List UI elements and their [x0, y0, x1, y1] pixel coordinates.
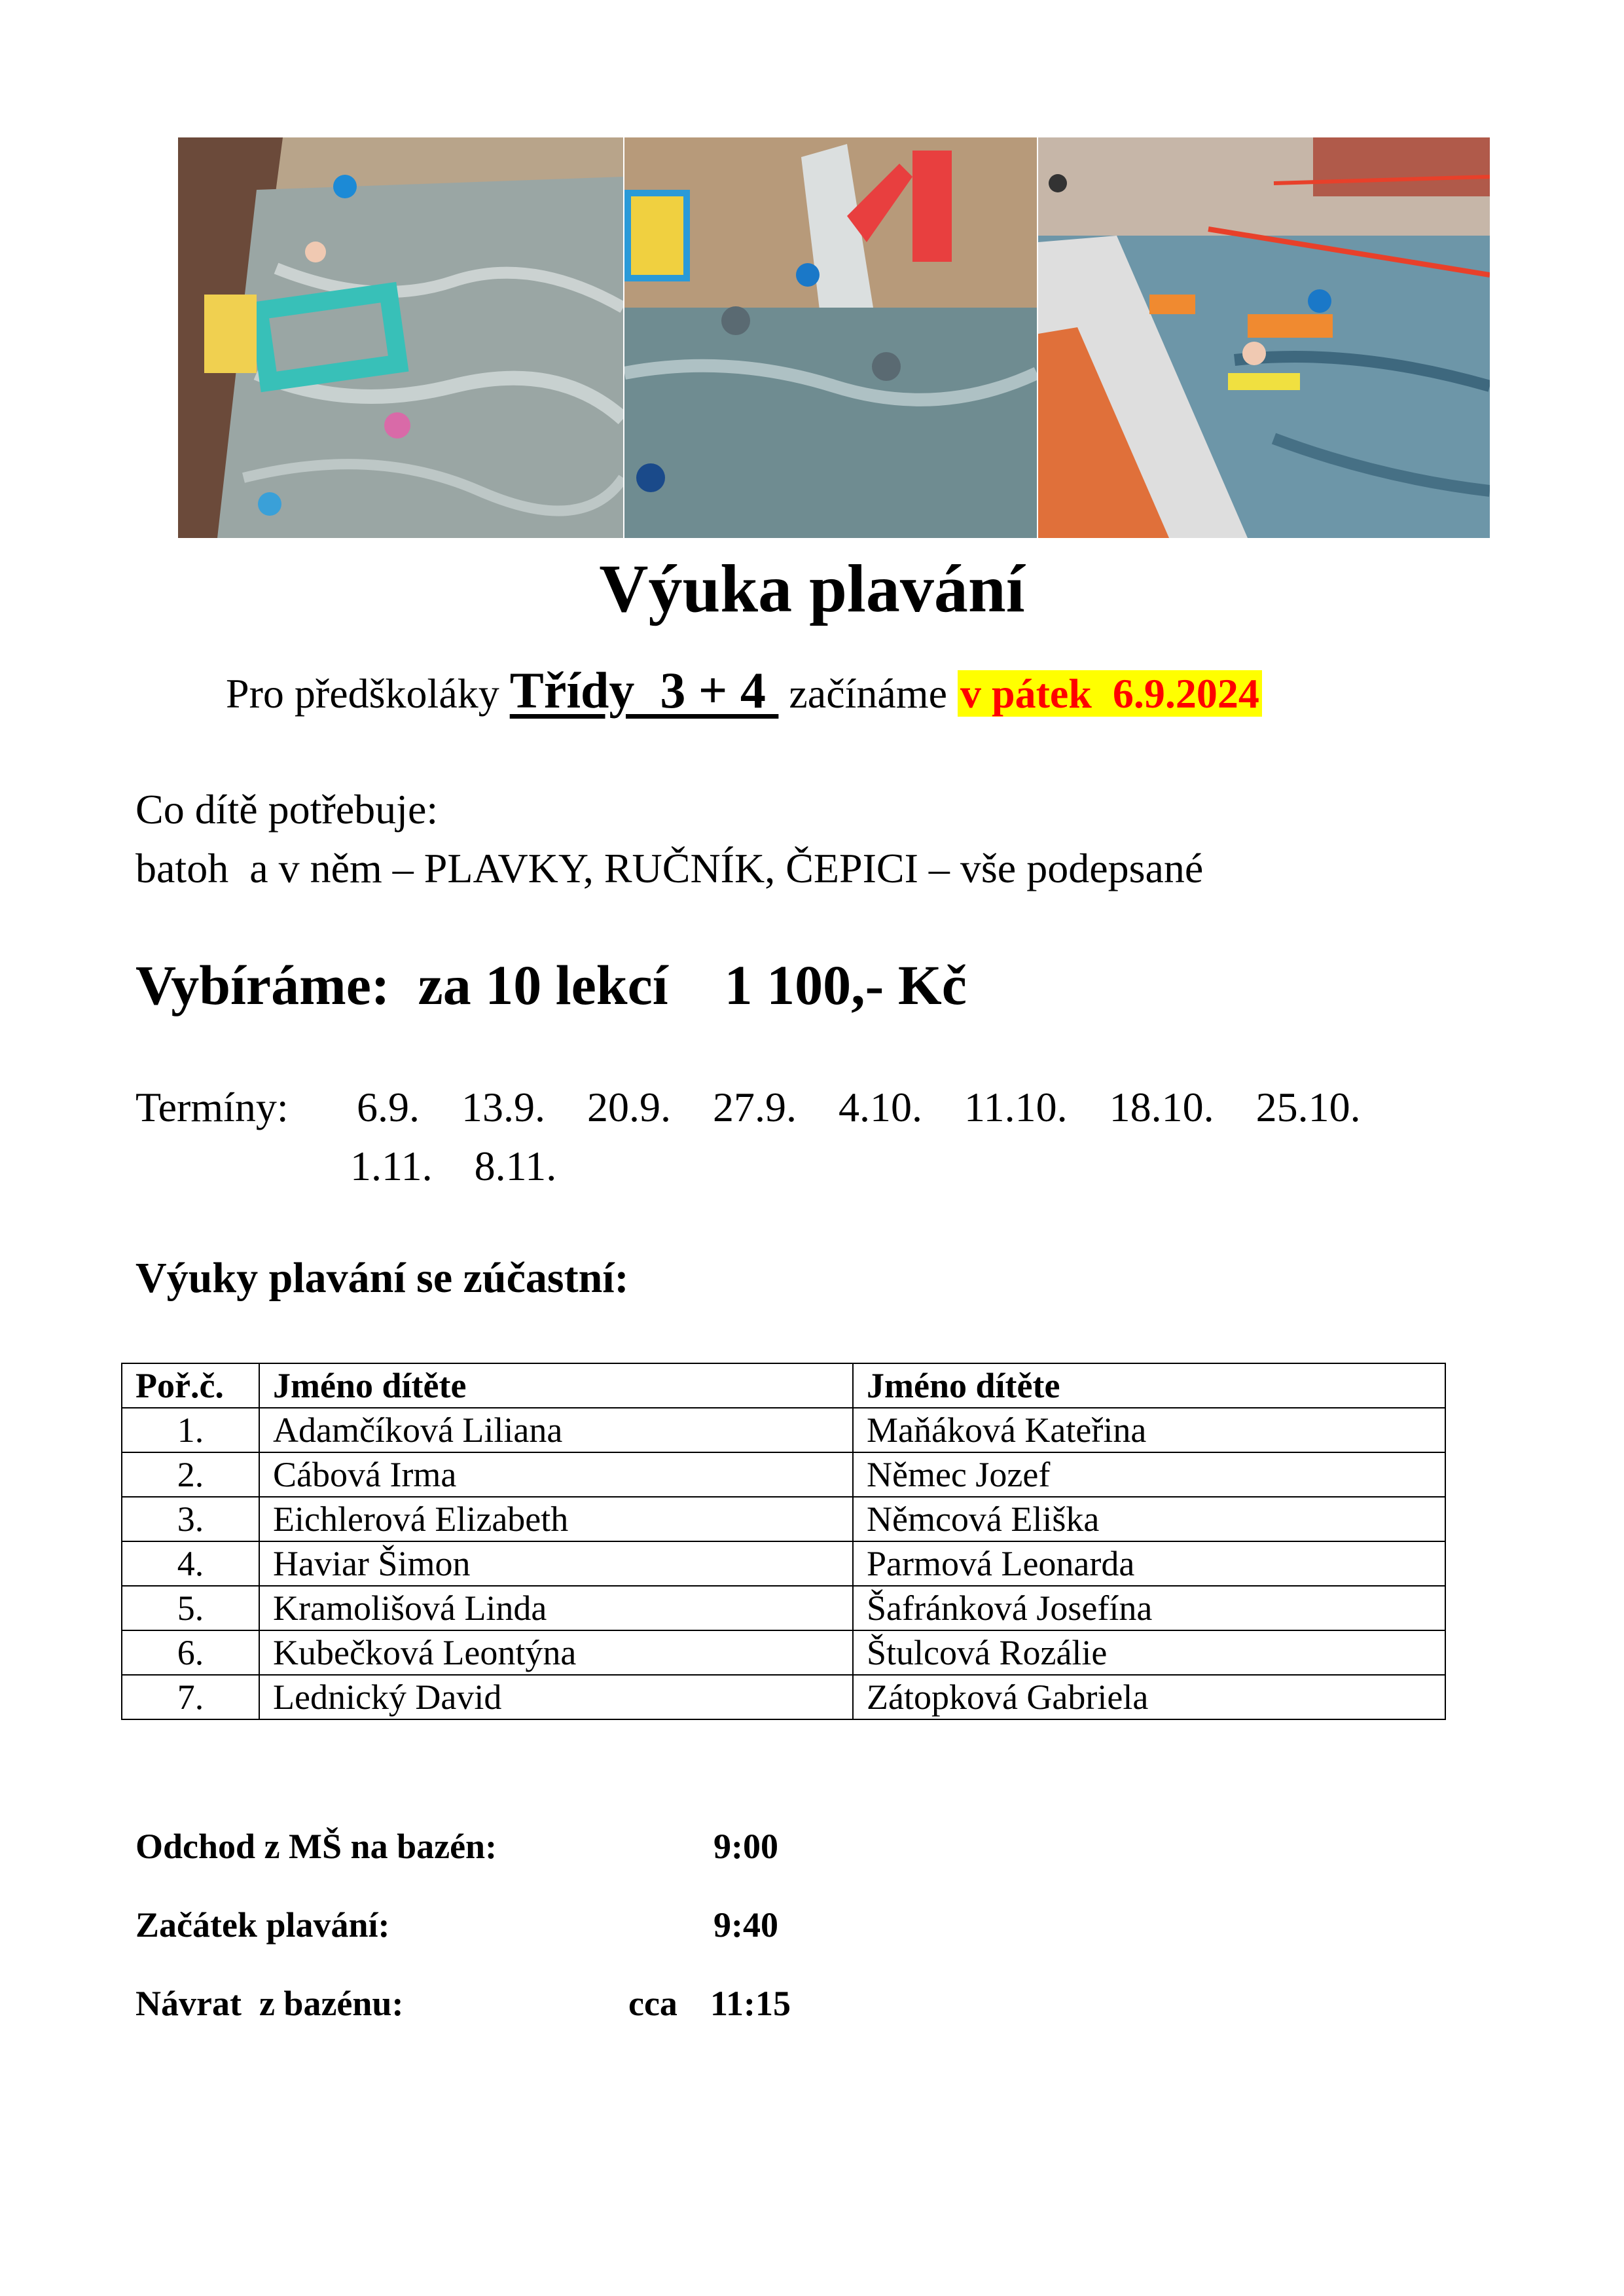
child-name: Cábová Irma — [259, 1452, 853, 1497]
intro-middle: začínáme — [778, 670, 958, 717]
column-header: Jméno dítěte — [853, 1363, 1445, 1408]
needs-list: batoh a v něm – PLAVKY, RUČNÍK, ČEPICI – vše podepsané — [135, 845, 1204, 891]
child-name: Adamčíková Liliana — [259, 1408, 853, 1452]
row-number: 6. — [122, 1630, 259, 1675]
page-title: Výuka plavání — [599, 551, 1025, 626]
attendance-table — [121, 1363, 1446, 1720]
intro-line — [226, 661, 1262, 720]
schedule-label: Návrat z bazénu: — [135, 1984, 404, 2023]
table-row — [122, 1541, 1445, 1586]
row-number: 2. — [122, 1452, 259, 1497]
pool-photo-2 — [624, 137, 1037, 538]
start-date-highlight: v pátek 6.9.2024 — [958, 670, 1262, 717]
row-number: 3. — [122, 1497, 259, 1541]
child-name: Kubečková Leontýna — [259, 1630, 853, 1675]
child-name: Maňáková Kateřina — [853, 1408, 1445, 1452]
attendance-heading: Výuky plavání se zúčastní: — [135, 1254, 629, 1302]
child-name: Němcová Eliška — [853, 1497, 1445, 1541]
child-name: Štulcová Rozálie — [853, 1630, 1445, 1675]
schedule-time: 11:15 — [710, 1984, 791, 2023]
child-name: Parmová Leonarda — [853, 1541, 1445, 1586]
row-number: 4. — [122, 1541, 259, 1586]
table-row — [122, 1452, 1445, 1497]
intro-classes: Třídy 3 + 4 — [509, 662, 779, 719]
dates-line-2: 1.11. 8.11. — [350, 1143, 557, 1189]
table-row — [122, 1497, 1445, 1541]
dates-line-1: 6.9. 13.9. 20.9. 27.9. 4.10. 11.10. 18.10. 25.10. — [357, 1084, 1361, 1130]
child-name: Zátopková Gabriela — [853, 1675, 1445, 1719]
intro-prefix: Pro předškoláky — [226, 670, 510, 717]
schedule-time: 9:00 — [713, 1827, 778, 1866]
child-name: Kramolišová Linda — [259, 1586, 853, 1630]
row-number: 5. — [122, 1586, 259, 1630]
column-header: Jméno dítěte — [259, 1363, 853, 1408]
schedule-label: Začátek plavání: — [135, 1905, 390, 1945]
child-name: Šafránková Josefína — [853, 1586, 1445, 1630]
schedule-approx: cca — [628, 1984, 677, 2023]
row-number: 1. — [122, 1408, 259, 1452]
child-name: Lednický David — [259, 1675, 853, 1719]
table-row — [122, 1675, 1445, 1719]
pool-photo-1 — [178, 137, 623, 538]
child-name: Haviar Šimon — [259, 1541, 853, 1586]
table-header-row — [122, 1363, 1445, 1408]
price-line: Vybíráme: za 10 lekcí 1 100,- Kč — [135, 954, 967, 1016]
child-name: Eichlerová Elizabeth — [259, 1497, 853, 1541]
dates-label: Termíny: — [135, 1084, 289, 1130]
needs-heading: Co dítě potřebuje: — [135, 786, 439, 833]
table-row — [122, 1630, 1445, 1675]
schedule-time: 9:40 — [713, 1905, 778, 1945]
child-name: Němec Jozef — [853, 1452, 1445, 1497]
row-number: 7. — [122, 1675, 259, 1719]
pool-photo-3 — [1038, 137, 1490, 538]
table-row — [122, 1586, 1445, 1630]
table-row — [122, 1408, 1445, 1452]
column-header: Poř.č. — [122, 1363, 259, 1408]
schedule-label: Odchod z MŠ na bazén: — [135, 1827, 497, 1866]
